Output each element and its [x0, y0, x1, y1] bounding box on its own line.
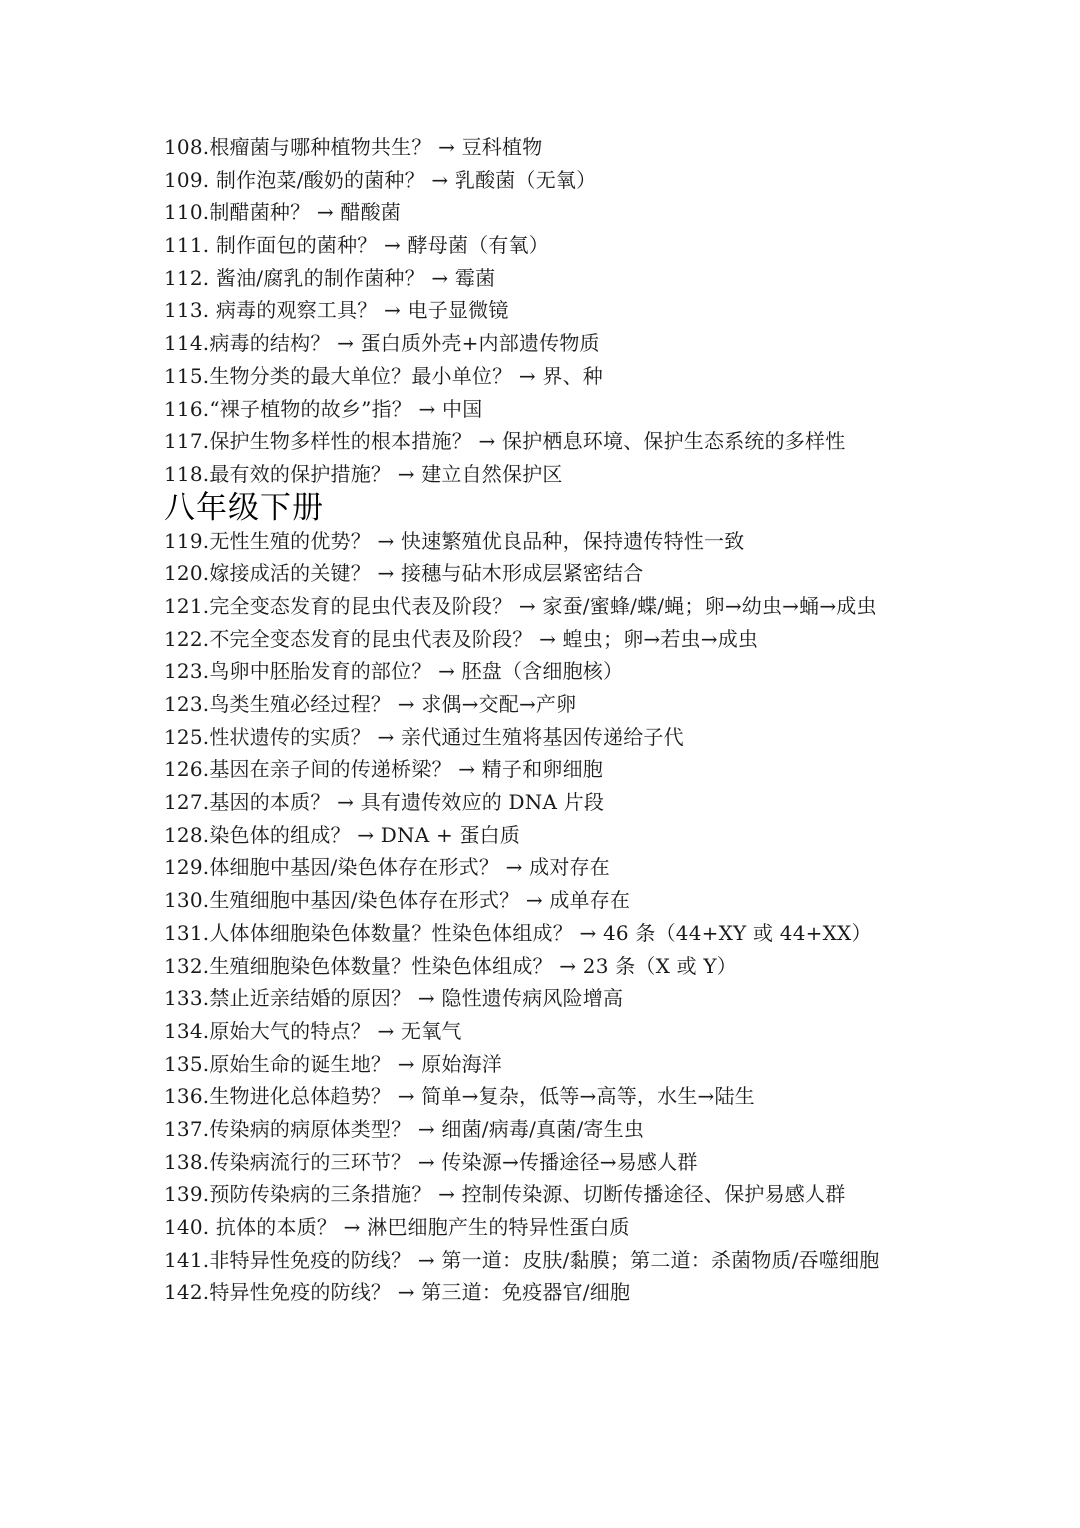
list-item: 142.特异性免疫的防线？ → 第三道：免疫器官/细胞: [164, 1280, 631, 1305]
list-item: 112. 酱油/腐乳的制作菌种？ → 霉菌: [164, 265, 496, 290]
list-item: 128.染色体的组成？ → DNA + 蛋白质: [164, 822, 521, 847]
list-item: 134.原始大气的特点？ → 无氧气: [164, 1018, 462, 1043]
list-item: 133.禁止近亲结婚的原因？ → 隐性遗传病风险增高: [164, 986, 624, 1011]
list-item: 117.保护生物多样性的根本措施？ → 保护栖息环境、保护生态系统的多样性: [164, 429, 846, 454]
list-item: 121.完全变态发育的昆虫代表及阶段？ → 家蚕/蜜蜂/蝶/蝇；卵→幼虫→蛹→成虫: [164, 593, 877, 618]
section-heading: 八年级下册: [164, 489, 324, 526]
list-item: 141.非特异性免疫的防线？ → 第一道：皮肤/黏膜；第二道：杀菌物质/吞噬细胞: [164, 1247, 880, 1272]
list-item: 137.传染病的病原体类型？ → 细菌/病毒/真菌/寄生虫: [164, 1116, 645, 1141]
list-item: 108.根瘤菌与哪种植物共生？ → 豆科植物: [164, 135, 543, 159]
list-item: 119.无性生殖的优势？ → 快速繁殖优良品种，保持遗传特性一致: [164, 528, 745, 553]
list-item: 132.生殖细胞染色体数量？性染色体组成？ → 23 条（X 或 Y）: [164, 953, 737, 978]
list-item: 126.基因在亲子间的传递桥梁？ → 精子和卵细胞: [164, 757, 604, 782]
list-item: 114.病毒的结构？ → 蛋白质外壳+内部遗传物质: [164, 331, 600, 356]
list-item: 135.原始生命的诞生地？ → 原始海洋: [164, 1051, 503, 1076]
list-item: 139.预防传染病的三条措施？ → 控制传染源、切断传播途径、保护易感人群: [164, 1182, 846, 1207]
list-item: 123.鸟卵中胚胎发育的部位？ → 胚盘（含细胞核）: [164, 659, 624, 684]
list-item: 115.生物分类的最大单位？最小单位？ → 界、种: [164, 363, 604, 388]
list-item: 118.最有效的保护措施？ → 建立自然保护区: [164, 461, 563, 486]
list-item: 116.“裸子植物的故乡”指？ → 中国: [164, 396, 483, 421]
list-item: 129.体细胞中基因/染色体存在形式？ → 成对存在: [164, 855, 610, 880]
list-item: 109. 制作泡菜/酸奶的菌种？ → 乳酸菌（无氧）: [164, 167, 597, 192]
list-item: 138.传染病流行的三环节？ → 传染源→传播途径→易感人群: [164, 1149, 698, 1174]
list-item: 125.性状遗传的实质？ → 亲代通过生殖将基因传递给子代: [164, 724, 684, 749]
qa-list: [164, 131, 924, 1309]
list-item: 113. 病毒的观察工具？ → 电子显微镜: [164, 298, 509, 323]
list-item: 122.不完全变态发育的昆虫代表及阶段？ → 蝗虫；卵→若虫→成虫: [164, 626, 759, 651]
list-item: 130.生殖细胞中基因/染色体存在形式？ → 成单存在: [164, 888, 631, 913]
list-item: 120.嫁接成活的关键？ → 接穗与砧木形成层紧密结合: [164, 561, 644, 586]
list-item: 111. 制作面包的菌种？ → 酵母菌（有氧）: [164, 233, 549, 258]
list-item: 123.鸟类生殖必经过程？ → 求偶→交配→产卵: [164, 692, 577, 717]
list-item: 140. 抗体的本质？ → 淋巴细胞产生的特异性蛋白质: [164, 1215, 630, 1240]
list-item: 131.人体体细胞染色体数量？性染色体组成？ → 46 条（44+XY 或 44+XX）: [164, 920, 872, 945]
list-item: 136.生物进化总体趋势？ → 简单→复杂，低等→高等，水生→陆生: [164, 1084, 755, 1109]
list-item: 127.基因的本质？ → 具有遗传效应的 DNA 片段: [164, 790, 605, 815]
list-item: 110.制醋菌种？ → 醋酸菌: [164, 200, 402, 225]
